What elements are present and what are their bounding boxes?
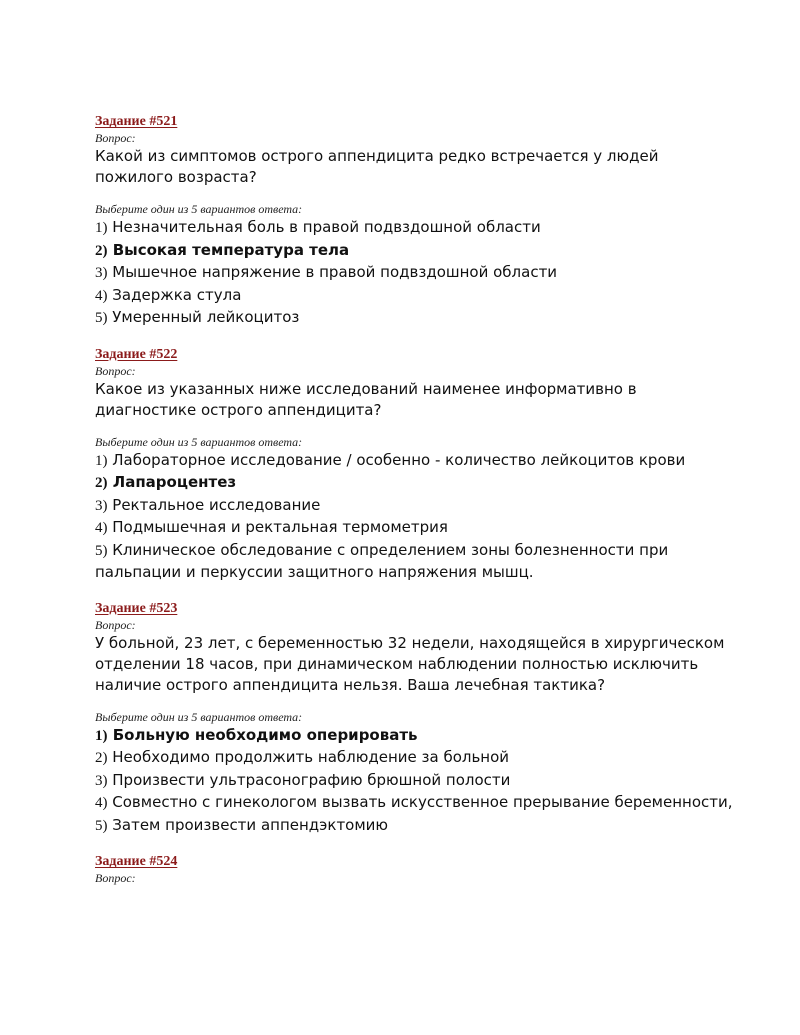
answer-number: 2) [95, 750, 108, 766]
task-title: Задание #522 [95, 346, 178, 362]
task-block [95, 346, 740, 584]
answer-number: 4) [95, 795, 108, 811]
answer-option [95, 815, 740, 838]
answer-number: 1) [95, 452, 108, 469]
answer-text: Произвести ультрасонографию брюшной полости [112, 770, 511, 789]
answer-number: 2) [95, 242, 108, 259]
choose-label: Выберите один из 5 вариантов ответа: [95, 709, 303, 724]
answer-text: Затем произвести аппендэктомию [112, 815, 389, 834]
answer-number: 4) [95, 287, 108, 304]
answer-list [95, 217, 740, 330]
answer-number: 3) [95, 497, 108, 514]
answer-option [95, 770, 740, 793]
answer-number: 3) [95, 265, 108, 281]
answer-text: Умеренный лейкоцитоз [112, 308, 300, 326]
choose-label: Выберите один из 5 вариантов ответа: [95, 202, 303, 216]
answer-option-correct [95, 240, 740, 263]
answer-option-correct [95, 472, 740, 495]
answer-text: Больную необходимо оперировать [112, 725, 418, 744]
question-text: У больной, 23 лет, с беременностью 32 недели, находящейся в хирургическом отделении 18 часов, при динамическом наблюдении полностью исключить наличие острого аппендицита нельзя. Ваша лечебная тактика? [95, 633, 725, 694]
answer-number: 5) [95, 542, 108, 559]
question-label: Вопрос: [95, 363, 136, 378]
answer-text: Клиническое обследование с определением зоны болезненности при пальпации и перкуссии защитного напряжения мышц. [95, 540, 669, 581]
answer-text: Лапароцентез [112, 473, 237, 491]
answer-text: Подмышечная и ректальная термометрия [112, 518, 448, 536]
answer-number: 4) [95, 520, 108, 536]
answer-option [95, 262, 740, 285]
question-label: Вопрос: [95, 617, 136, 632]
answer-text: Мышечное напряжение в правой подвздошной области [112, 263, 558, 281]
question-text: Какой из симптомов острого аппендицита редко встречается у людей пожилого возраста? [95, 147, 659, 186]
answer-text: Задержка стула [112, 285, 242, 304]
answer-text: Совместно с гинекологом вызвать искусственное прерывание беременности, [112, 793, 733, 811]
answer-option [95, 285, 740, 308]
task-block [95, 113, 740, 330]
answer-text: Лабораторное исследование / особенно - количество лейкоцитов крови [112, 450, 686, 469]
answer-option [95, 517, 740, 540]
answer-number: 1) [95, 727, 108, 744]
answer-option [95, 307, 740, 330]
question-label: Вопрос: [95, 131, 136, 145]
answer-number: 2) [95, 475, 108, 491]
answer-text: Незначительная боль в правой подвздошной области [112, 218, 541, 236]
task-title: Задание #523 [95, 600, 178, 616]
answer-option [95, 495, 740, 518]
task-block [95, 853, 740, 885]
answer-option-correct [95, 725, 740, 748]
answer-option [95, 450, 740, 473]
answer-text: Ректальное исследование [112, 495, 321, 514]
answer-option [95, 747, 740, 770]
task-title: Задание #524 [95, 854, 178, 869]
question-text: Какое из указанных ниже исследований наименее информативно в диагностике острого аппендицита? [95, 379, 637, 419]
task-title: Задание #521 [95, 114, 178, 129]
answer-list [95, 450, 740, 584]
answer-number: 3) [95, 772, 108, 789]
answer-number: 5) [95, 817, 108, 834]
answer-option [95, 540, 740, 584]
task-block [95, 600, 740, 838]
answer-number: 5) [95, 310, 108, 326]
question-label: Вопрос: [95, 871, 136, 885]
choose-label: Выберите один из 5 вариантов ответа: [95, 434, 303, 449]
answer-text: Высокая температура тела [112, 240, 350, 259]
answer-option [95, 792, 740, 815]
answer-text: Необходимо продолжить наблюдение за больной [112, 748, 510, 766]
answer-number: 1) [95, 220, 108, 236]
answer-list [95, 725, 740, 838]
answer-option [95, 217, 740, 240]
